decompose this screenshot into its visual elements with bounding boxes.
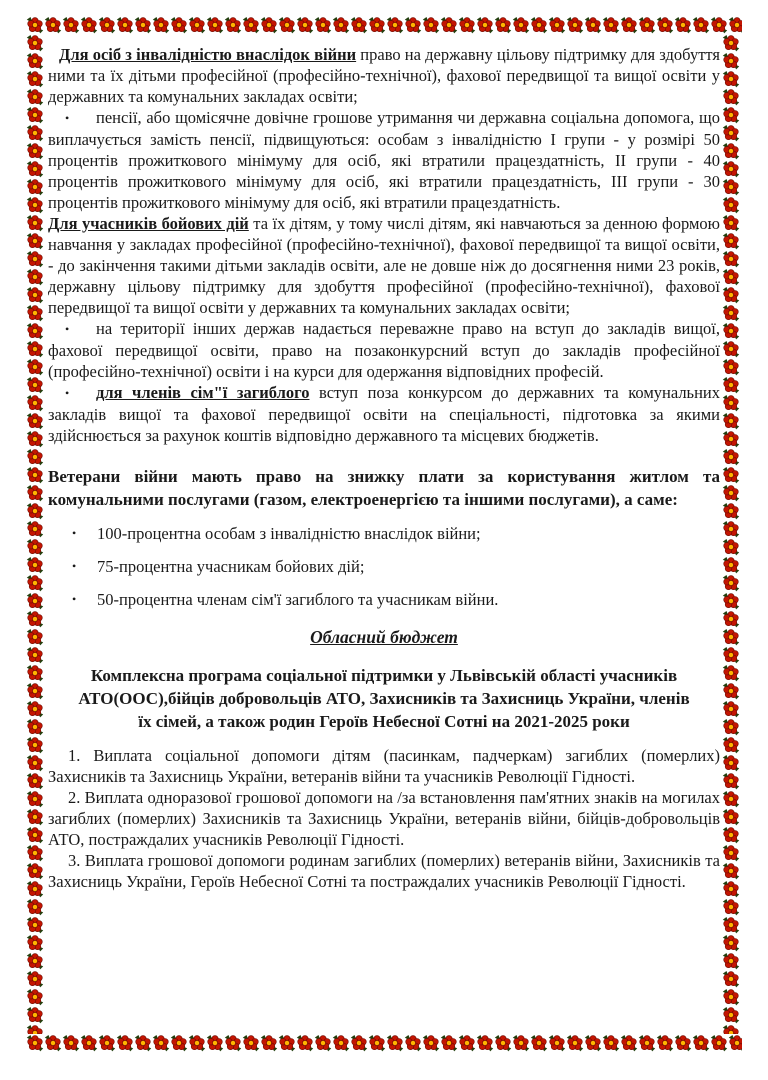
- flower-ornament-icon: [710, 1034, 728, 1052]
- flower-ornament-icon: [722, 160, 740, 178]
- flower-ornament-icon: [26, 736, 44, 754]
- flower-ornament-icon: [26, 160, 44, 178]
- flower-ornament-icon: [440, 1034, 458, 1052]
- paragraph-combatants: [48, 213, 720, 318]
- flower-ornament-icon: [188, 1034, 206, 1052]
- flower-ornament-icon: [170, 16, 188, 34]
- flower-ornament-icon: [278, 16, 296, 34]
- flower-ornament-icon: [206, 16, 224, 34]
- flower-ornament-icon: [722, 898, 740, 916]
- flower-ornament-icon: [368, 16, 386, 34]
- flower-ornament-icon: [26, 538, 44, 556]
- flower-ornament-icon: [260, 16, 278, 34]
- flower-ornament-icon: [134, 16, 152, 34]
- flower-ornament-icon: [722, 826, 740, 844]
- flower-ornament-icon: [314, 1034, 332, 1052]
- flower-ornament-icon: [296, 16, 314, 34]
- flower-ornament-icon: [722, 1006, 740, 1024]
- flower-ornament-icon: [26, 574, 44, 592]
- flower-ornament-icon: [512, 16, 530, 34]
- bullet-icon: •: [72, 526, 77, 540]
- section-heading-regional-budget: Обласний бюджет: [310, 627, 458, 647]
- list-item-text: 100-процентна особам з інвалідністю внаслідок війни;: [97, 524, 481, 543]
- flower-ornament-icon: [26, 448, 44, 466]
- flower-ornament-icon: [224, 1034, 242, 1052]
- flower-ornament-icon: [602, 16, 620, 34]
- flower-ornament-icon: [638, 16, 656, 34]
- flower-ornament-icon: [26, 232, 44, 250]
- flower-ornament-icon: [722, 448, 740, 466]
- flower-ornament-icon: [674, 16, 692, 34]
- border-bottom: [26, 1034, 742, 1052]
- flower-ornament-icon: [44, 16, 62, 34]
- flower-ornament-icon: [722, 844, 740, 862]
- flower-ornament-icon: [26, 88, 44, 106]
- flower-ornament-icon: [722, 196, 740, 214]
- flower-ornament-icon: [638, 1034, 656, 1052]
- flower-ornament-icon: [26, 1024, 44, 1034]
- flower-ornament-icon: [722, 286, 740, 304]
- flower-ornament-icon: [584, 1034, 602, 1052]
- flower-ornament-icon: [530, 1034, 548, 1052]
- flower-ornament-icon: [26, 178, 44, 196]
- flower-ornament-icon: [170, 1034, 188, 1052]
- list-item: [48, 523, 720, 544]
- flower-ornament-icon: [722, 862, 740, 880]
- flower-ornament-icon: [296, 1034, 314, 1052]
- flower-ornament-icon: [722, 214, 740, 232]
- flower-ornament-icon: [386, 16, 404, 34]
- flower-ornament-icon: [722, 664, 740, 682]
- bullet-icon: •: [72, 559, 77, 573]
- flower-ornament-icon: [548, 1034, 566, 1052]
- flower-ornament-icon: [584, 16, 602, 34]
- flower-ornament-icon: [548, 16, 566, 34]
- flower-ornament-icon: [722, 376, 740, 394]
- flower-ornament-icon: [692, 16, 710, 34]
- flower-ornament-icon: [26, 466, 44, 484]
- flower-ornament-icon: [494, 1034, 512, 1052]
- flower-ornament-icon: [656, 16, 674, 34]
- flower-ornament-icon: [440, 16, 458, 34]
- flower-ornament-icon: [566, 1034, 584, 1052]
- paragraph-disabled-persons: [48, 44, 720, 107]
- flower-ornament-icon: [26, 322, 44, 340]
- flower-ornament-icon: [728, 1034, 742, 1052]
- numbered-item: 3. Виплата грошової допомоги родинам загиблих (померлих) ветеранів війни, Захисників та Захисниць України, Героїв Небесної Сотні та постраждалих учасників Революції Гідності.: [48, 851, 720, 891]
- flower-ornament-icon: [722, 34, 740, 52]
- flower-ornament-icon: [722, 394, 740, 412]
- flower-ornament-icon: [722, 430, 740, 448]
- flower-ornament-icon: [722, 538, 740, 556]
- flower-ornament-icon: [350, 1034, 368, 1052]
- flower-ornament-icon: [26, 898, 44, 916]
- flower-ornament-icon: [26, 628, 44, 646]
- flower-ornament-icon: [44, 1034, 62, 1052]
- flower-ornament-icon: [26, 790, 44, 808]
- flower-ornament-icon: [26, 862, 44, 880]
- flower-ornament-icon: [722, 556, 740, 574]
- flower-ornament-icon: [116, 1034, 134, 1052]
- flower-ornament-icon: [722, 412, 740, 430]
- numbered-list: [48, 745, 720, 892]
- border-right: [722, 34, 740, 1034]
- flower-ornament-icon: [332, 1034, 350, 1052]
- flower-ornament-icon: [722, 52, 740, 70]
- flower-ornament-icon: [728, 16, 742, 34]
- flower-ornament-icon: [722, 772, 740, 790]
- paragraph-foreign-states: [48, 318, 720, 382]
- bullet-icon: •: [65, 111, 70, 125]
- flower-ornament-icon: [476, 1034, 494, 1052]
- paragraph-text: вступ поза конкурсом до державних та комунальних закладів вищої та фахової передвищої освіти на спеціальності, підготовка за якими здійснюється за рахунок коштів відповідно державного та місцевих бюджетів.: [48, 383, 720, 445]
- bullet-icon: •: [65, 386, 70, 400]
- flower-ornament-icon: [722, 610, 740, 628]
- flower-ornament-icon: [26, 1034, 44, 1052]
- flower-ornament-icon: [722, 916, 740, 934]
- flower-ornament-icon: [722, 250, 740, 268]
- flower-ornament-icon: [722, 682, 740, 700]
- paragraph-pensions: [48, 107, 720, 213]
- list-item-text: 50-процентна членам сім'ї загиблого та учасникам війни.: [97, 590, 499, 609]
- flower-ornament-icon: [26, 304, 44, 322]
- document-content: [48, 44, 720, 892]
- flower-ornament-icon: [722, 718, 740, 736]
- list-item: [48, 589, 720, 610]
- paragraph-text: право на державну цільову підтримку для здобуття ними та їх дітьми професійної (професійно-технічної), фахової передвищої та вищої освіти у державних та комунальних закладах освіти;: [48, 45, 720, 106]
- flower-ornament-icon: [722, 142, 740, 160]
- paragraph-veterans-discount-intro: Ветерани війни мають право на знижку плати за користування житлом та комунальними послугами (газом, електроенергією та іншими послугами), а саме:: [48, 467, 720, 509]
- flower-ornament-icon: [26, 52, 44, 70]
- flower-ornament-icon: [368, 1034, 386, 1052]
- flower-ornament-icon: [26, 808, 44, 826]
- flower-ornament-icon: [80, 1034, 98, 1052]
- flower-ornament-icon: [224, 16, 242, 34]
- flower-ornament-icon: [722, 358, 740, 376]
- paragraph-text: на території інших держав надається переважне право на вступ до закладів вищої, фахової передвищої освіти, право на позаконкурсний вступ до закладів професійної (професійно-технічної) освіти і на курси для одержання відповідних професій.: [48, 319, 720, 381]
- flower-ornament-icon: [152, 1034, 170, 1052]
- border-top: [26, 16, 742, 34]
- flower-ornament-icon: [26, 16, 44, 34]
- flower-ornament-icon: [722, 754, 740, 772]
- flower-ornament-icon: [116, 16, 134, 34]
- flower-ornament-icon: [26, 34, 44, 52]
- flower-ornament-icon: [26, 1006, 44, 1024]
- flower-ornament-icon: [26, 844, 44, 862]
- flower-ornament-icon: [26, 718, 44, 736]
- discount-list: [48, 523, 720, 610]
- flower-ornament-icon: [26, 952, 44, 970]
- flower-ornament-icon: [422, 16, 440, 34]
- flower-ornament-icon: [26, 70, 44, 88]
- flower-ornament-icon: [26, 772, 44, 790]
- flower-ornament-icon: [386, 1034, 404, 1052]
- flower-ornament-icon: [26, 106, 44, 124]
- flower-ornament-icon: [26, 646, 44, 664]
- flower-ornament-icon: [26, 682, 44, 700]
- flower-ornament-icon: [674, 1034, 692, 1052]
- flower-ornament-icon: [26, 700, 44, 718]
- paragraph-text: та їх дітям, у тому числі дітям, які навчаються за денною формою навчання у закладах професійної (професійно-технічної), фахової передвищої та вищої освіти, - до закінчення такими дітьми закладів освіти, але не довше ніж до досягнення ними 23 років, державну цільову підтримку для здобуття професійної (професійно-технічної), фахової передвищої та вищої освіти у державних та комунальних закладах освіти;: [48, 214, 720, 317]
- flower-ornament-icon: [98, 16, 116, 34]
- flower-ornament-icon: [26, 502, 44, 520]
- flower-ornament-icon: [722, 736, 740, 754]
- border-left: [26, 34, 44, 1034]
- flower-ornament-icon: [62, 16, 80, 34]
- flower-ornament-icon: [26, 988, 44, 1006]
- flower-ornament-icon: [722, 268, 740, 286]
- flower-ornament-icon: [458, 16, 476, 34]
- flower-ornament-icon: [722, 880, 740, 898]
- flower-ornament-icon: [722, 790, 740, 808]
- flower-ornament-icon: [26, 196, 44, 214]
- flower-ornament-icon: [722, 502, 740, 520]
- lead-combatants: Для учасників бойових дій: [48, 214, 249, 233]
- flower-ornament-icon: [656, 1034, 674, 1052]
- flower-ornament-icon: [722, 178, 740, 196]
- list-item-text: 75-процентна учасникам бойових дій;: [97, 557, 365, 576]
- flower-ornament-icon: [26, 214, 44, 232]
- flower-ornament-icon: [260, 1034, 278, 1052]
- flower-ornament-icon: [722, 1024, 740, 1034]
- flower-ornament-icon: [722, 106, 740, 124]
- flower-ornament-icon: [26, 880, 44, 898]
- flower-ornament-icon: [722, 304, 740, 322]
- flower-ornament-icon: [242, 16, 260, 34]
- bullet-icon: •: [65, 322, 70, 336]
- flower-ornament-icon: [722, 484, 740, 502]
- numbered-item: 1. Виплата соціальної допомоги дітям (пасинкам, падчеркам) загиблих (померлих) Захисників та Захисниць України, ветеранів війни та учасників Революції Гідності.: [48, 746, 720, 786]
- flower-ornament-icon: [26, 142, 44, 160]
- flower-ornament-icon: [350, 16, 368, 34]
- flower-ornament-icon: [710, 16, 728, 34]
- flower-ornament-icon: [26, 520, 44, 538]
- flower-ornament-icon: [476, 16, 494, 34]
- flower-ornament-icon: [26, 412, 44, 430]
- flower-ornament-icon: [722, 988, 740, 1006]
- flower-ornament-icon: [62, 1034, 80, 1052]
- flower-ornament-icon: [722, 466, 740, 484]
- flower-ornament-icon: [26, 754, 44, 772]
- flower-ornament-icon: [26, 664, 44, 682]
- flower-ornament-icon: [722, 592, 740, 610]
- flower-ornament-icon: [722, 646, 740, 664]
- flower-ornament-icon: [26, 484, 44, 502]
- flower-ornament-icon: [188, 16, 206, 34]
- flower-ornament-icon: [722, 70, 740, 88]
- program-title: Комплексна програма соціальної підтримки у Львівській області учасників АТО(ООС),бійців добровольців АТО, Захисників та Захисниць України, членів їх сімей, а також родин Героїв Небесної Сотні на 2021-2025 роки: [78, 666, 690, 731]
- flower-ornament-icon: [722, 124, 740, 142]
- paragraph-fallen-family: [48, 382, 720, 446]
- flower-ornament-icon: [26, 916, 44, 934]
- flower-ornament-icon: [530, 16, 548, 34]
- numbered-item: 2. Виплата одноразової грошової допомоги на /за встановлення пам'ятних знаків на могилах загиблих (померлих) Захисників та Захисниць України, ветеранів війни, бійців-добровольців АТО, постраждалих учасників Революції Гідності.: [48, 788, 720, 849]
- flower-ornament-icon: [26, 394, 44, 412]
- flower-ornament-icon: [26, 376, 44, 394]
- flower-ornament-icon: [722, 934, 740, 952]
- flower-ornament-icon: [26, 610, 44, 628]
- flower-ornament-icon: [134, 1034, 152, 1052]
- flower-ornament-icon: [722, 628, 740, 646]
- flower-ornament-icon: [722, 970, 740, 988]
- flower-ornament-icon: [722, 700, 740, 718]
- flower-ornament-icon: [332, 16, 350, 34]
- flower-ornament-icon: [26, 286, 44, 304]
- flower-ornament-icon: [602, 1034, 620, 1052]
- bullet-icon: •: [72, 592, 77, 606]
- flower-ornament-icon: [722, 808, 740, 826]
- flower-ornament-icon: [566, 16, 584, 34]
- flower-ornament-icon: [26, 250, 44, 268]
- flower-ornament-icon: [26, 826, 44, 844]
- flower-ornament-icon: [278, 1034, 296, 1052]
- lead-fallen-family: для членів сім"ї загиблого: [96, 383, 310, 402]
- flower-ornament-icon: [98, 1034, 116, 1052]
- flower-ornament-icon: [26, 358, 44, 376]
- flower-ornament-icon: [422, 1034, 440, 1052]
- flower-ornament-icon: [722, 232, 740, 250]
- flower-ornament-icon: [26, 592, 44, 610]
- flower-ornament-icon: [26, 934, 44, 952]
- flower-ornament-icon: [722, 88, 740, 106]
- flower-ornament-icon: [26, 430, 44, 448]
- flower-ornament-icon: [722, 340, 740, 358]
- flower-ornament-icon: [692, 1034, 710, 1052]
- flower-ornament-icon: [620, 1034, 638, 1052]
- flower-ornament-icon: [494, 16, 512, 34]
- flower-ornament-icon: [404, 1034, 422, 1052]
- flower-ornament-icon: [458, 1034, 476, 1052]
- flower-ornament-icon: [206, 1034, 224, 1052]
- flower-ornament-icon: [26, 268, 44, 286]
- paragraph-text: пенсії, або щомісячне довічне грошове утримання чи державна соціальна допомога, що виплачується замість пенсії, підвищуються: особам з інвалідністю І групи - у розмірі 50 процентів прожиткового мінімуму для осіб, які втратили працездатність, ІІ групи - 40 процентів прожиткового мінімуму для осіб, які втратили працездатність, ІІІ групи - 30 процентів прожиткового мінімуму для осіб, які втратили працездатність.: [48, 108, 720, 212]
- flower-ornament-icon: [722, 574, 740, 592]
- flower-ornament-icon: [26, 340, 44, 358]
- flower-ornament-icon: [620, 16, 638, 34]
- flower-ornament-icon: [512, 1034, 530, 1052]
- flower-ornament-icon: [26, 556, 44, 574]
- flower-ornament-icon: [26, 970, 44, 988]
- flower-ornament-icon: [80, 16, 98, 34]
- flower-ornament-icon: [722, 520, 740, 538]
- flower-ornament-icon: [314, 16, 332, 34]
- list-item: [48, 556, 720, 577]
- flower-ornament-icon: [242, 1034, 260, 1052]
- flower-ornament-icon: [722, 322, 740, 340]
- flower-ornament-icon: [722, 952, 740, 970]
- lead-disabled-persons: Для осіб з інвалідністю внаслідок війни: [59, 45, 357, 64]
- flower-ornament-icon: [152, 16, 170, 34]
- flower-ornament-icon: [26, 124, 44, 142]
- flower-ornament-icon: [404, 16, 422, 34]
